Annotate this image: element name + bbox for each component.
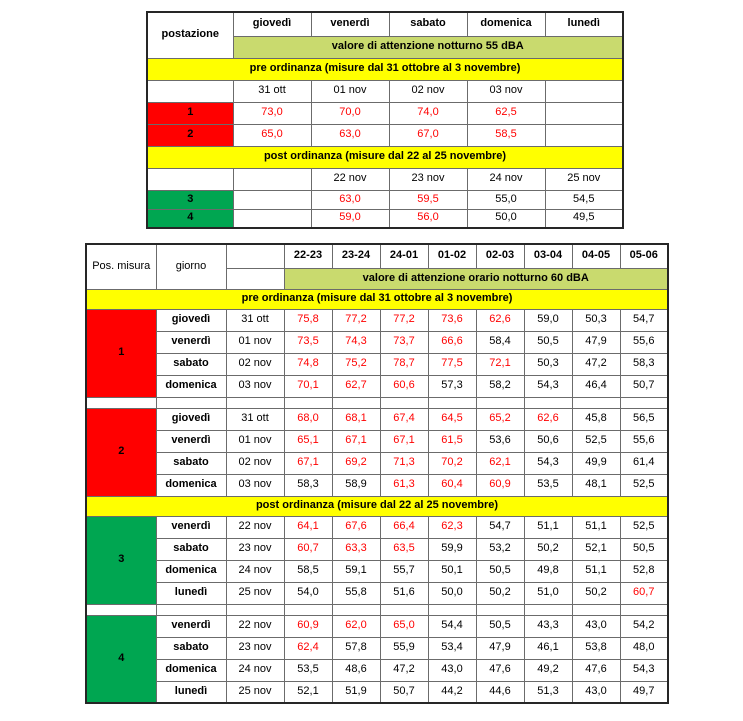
value-cell: 59,0: [524, 309, 572, 331]
spacer-cell: [620, 604, 668, 615]
day-header-0: giovedì: [233, 12, 311, 36]
value-cell: 54,3: [524, 452, 572, 474]
day-header-2: sabato: [389, 12, 467, 36]
ordinance-banner-row: [86, 496, 668, 516]
value-cell: 65,2: [476, 408, 524, 430]
value-cell: 50,7: [380, 681, 428, 703]
value-cell: 59,9: [428, 538, 476, 560]
measure-row: [86, 538, 668, 560]
value-cell: 62,4: [284, 637, 332, 659]
value-cell: 52,1: [572, 538, 620, 560]
date-cell: 23 nov: [226, 538, 284, 560]
value-cell: 60,7: [284, 538, 332, 560]
ordinance-banner: post ordinanza (misure dal 22 al 25 novembre): [86, 496, 668, 516]
value-cell: 55,6: [620, 331, 668, 353]
spacer-cell: [156, 604, 226, 615]
value-cell: 69,2: [332, 452, 380, 474]
value-cell: 52,8: [620, 560, 668, 582]
measure-row: [147, 209, 623, 228]
value-cell: 52,5: [620, 474, 668, 496]
day-cell: venerdì: [156, 615, 226, 637]
measure-row: [86, 408, 668, 430]
ordinance-banner-row: [147, 58, 623, 80]
value-cell: 67,0: [389, 124, 467, 146]
value-cell: 50,5: [620, 538, 668, 560]
value-cell: 63,0: [311, 190, 389, 209]
value-cell: 51,9: [332, 681, 380, 703]
spacer-row: [86, 397, 668, 408]
day-cell: domenica: [156, 375, 226, 397]
spacer-cell: [226, 397, 284, 408]
date-cell-2: 23 nov: [389, 168, 467, 190]
value-cell: 61,3: [380, 474, 428, 496]
value-cell: 55,0: [467, 190, 545, 209]
position-cell-1: 1: [147, 102, 233, 124]
value-cell: 73,5: [284, 331, 332, 353]
hour-header-6: 04-05: [572, 244, 620, 268]
value-cell: 66,6: [428, 331, 476, 353]
date-cell: 25 nov: [226, 582, 284, 604]
day-cell: giovedì: [156, 309, 226, 331]
date-cell: 03 nov: [226, 474, 284, 496]
date-cell: 22 nov: [226, 516, 284, 538]
header-blank-cell: [226, 244, 284, 268]
spacer-cell: [332, 397, 380, 408]
date-cell: 31 ott: [226, 408, 284, 430]
value-cell: 58,4: [476, 331, 524, 353]
value-cell: 45,8: [572, 408, 620, 430]
hourly-levels-table: [85, 243, 669, 704]
day-cell: venerdì: [156, 331, 226, 353]
position-cell-2: 2: [86, 408, 156, 496]
value-cell: 56,5: [620, 408, 668, 430]
value-cell: 77,5: [428, 353, 476, 375]
position-cell-1: 1: [86, 309, 156, 397]
day-cell: sabato: [156, 452, 226, 474]
header-row: [147, 12, 623, 36]
value-cell: 51,1: [572, 560, 620, 582]
value-cell: 60,9: [476, 474, 524, 496]
date-cell: 03 nov: [226, 375, 284, 397]
value-cell: 50,0: [428, 582, 476, 604]
date-cell: 23 nov: [226, 637, 284, 659]
hour-header-3: 01-02: [428, 244, 476, 268]
hour-header-7: 05-06: [620, 244, 668, 268]
spacer-cell: [380, 604, 428, 615]
position-cell-3: 3: [147, 190, 233, 209]
hour-header-0: 22-23: [284, 244, 332, 268]
value-cell: 47,2: [380, 659, 428, 681]
date-cell: 24 nov: [226, 659, 284, 681]
date-cell: 02 nov: [226, 452, 284, 474]
date-cell-3: 24 nov: [467, 168, 545, 190]
date-cell-4: 25 nov: [545, 168, 623, 190]
value-cell: [545, 102, 623, 124]
value-cell: [545, 124, 623, 146]
value-cell: 57,3: [428, 375, 476, 397]
value-cell: 67,6: [332, 516, 380, 538]
value-cell: 74,0: [389, 102, 467, 124]
hour-header-1: 23-24: [332, 244, 380, 268]
value-cell: 50,1: [428, 560, 476, 582]
ordinance-banner-row: [147, 146, 623, 168]
date-cell: 25 nov: [226, 681, 284, 703]
day-cell: lunedì: [156, 681, 226, 703]
value-cell: 78,7: [380, 353, 428, 375]
value-cell: 52,5: [572, 430, 620, 452]
spacer-cell: [572, 397, 620, 408]
corner-giorno-label: giorno: [156, 244, 226, 289]
value-cell: 58,2: [476, 375, 524, 397]
value-cell: 62,6: [476, 309, 524, 331]
value-cell: 55,7: [380, 560, 428, 582]
position-cell-4: 4: [147, 209, 233, 228]
date-corner-blank: [147, 168, 233, 190]
value-cell: 62,6: [524, 408, 572, 430]
ordinance-banner: pre ordinanza (misure dal 31 ottobre al 3 novembre): [147, 58, 623, 80]
corner-pos-misura-label: Pos. misura: [86, 244, 156, 289]
measure-row: [86, 681, 668, 703]
value-cell: 65,1: [284, 430, 332, 452]
value-cell: 68,1: [332, 408, 380, 430]
dates-row: [147, 80, 623, 102]
value-cell: 67,1: [380, 430, 428, 452]
value-cell: 67,4: [380, 408, 428, 430]
day-cell: sabato: [156, 538, 226, 560]
value-cell: 50,2: [572, 582, 620, 604]
value-cell: 75,8: [284, 309, 332, 331]
value-cell: 74,3: [332, 331, 380, 353]
value-cell: 54,7: [620, 309, 668, 331]
value-cell: 44,2: [428, 681, 476, 703]
measure-row: [86, 353, 668, 375]
hour-header-2: 24-01: [380, 244, 428, 268]
value-cell: 61,4: [620, 452, 668, 474]
value-cell: 62,3: [428, 516, 476, 538]
date-cell-2: 02 nov: [389, 80, 467, 102]
day-cell: domenica: [156, 560, 226, 582]
date-corner-blank: [147, 80, 233, 102]
value-cell: 50,5: [476, 560, 524, 582]
measure-row: [86, 637, 668, 659]
spacer-cell: [428, 604, 476, 615]
date-cell-4: [545, 80, 623, 102]
value-cell: 59,5: [389, 190, 467, 209]
spacer-cell: [476, 397, 524, 408]
value-cell: 50,7: [620, 375, 668, 397]
day-cell: domenica: [156, 474, 226, 496]
date-cell: 24 nov: [226, 560, 284, 582]
value-cell: 43,0: [428, 659, 476, 681]
value-cell: 67,1: [284, 452, 332, 474]
value-cell: [233, 190, 311, 209]
value-cell: 63,0: [311, 124, 389, 146]
value-cell: 52,1: [284, 681, 332, 703]
measure-row: [86, 560, 668, 582]
nightly-levels-table: [146, 11, 624, 229]
value-cell: 57,8: [332, 637, 380, 659]
corner-postazione-label: postazione: [147, 12, 233, 58]
measure-row: [86, 474, 668, 496]
measure-row: [147, 190, 623, 209]
spacer-cell: [86, 604, 156, 615]
day-cell: giovedì: [156, 408, 226, 430]
value-cell: 64,1: [284, 516, 332, 538]
threshold-banner-55dba: valore di attenzione notturno 55 dBA: [233, 36, 623, 58]
value-cell: 58,9: [332, 474, 380, 496]
measure-row: [147, 102, 623, 124]
value-cell: 62,0: [332, 615, 380, 637]
value-cell: 65,0: [380, 615, 428, 637]
ordinance-banner: post ordinanza (misure dal 22 al 25 novembre): [147, 146, 623, 168]
value-cell: 49,8: [524, 560, 572, 582]
value-cell: 48,0: [620, 637, 668, 659]
day-cell: venerdì: [156, 430, 226, 452]
value-cell: 77,2: [380, 309, 428, 331]
value-cell: 47,6: [572, 659, 620, 681]
hourly-levels-table-wrap: [85, 243, 669, 704]
value-cell: 55,9: [380, 637, 428, 659]
value-cell: [233, 209, 311, 228]
measure-row: [86, 309, 668, 331]
value-cell: 58,5: [284, 560, 332, 582]
value-cell: 62,7: [332, 375, 380, 397]
value-cell: 53,4: [428, 637, 476, 659]
value-cell: 60,6: [380, 375, 428, 397]
ordinance-banner-row: [86, 289, 668, 309]
value-cell: 47,6: [476, 659, 524, 681]
value-cell: 60,9: [284, 615, 332, 637]
value-cell: 73,6: [428, 309, 476, 331]
value-cell: 59,1: [332, 560, 380, 582]
value-cell: 66,4: [380, 516, 428, 538]
position-cell-3: 3: [86, 516, 156, 604]
value-cell: 73,7: [380, 331, 428, 353]
day-header-4: lunedì: [545, 12, 623, 36]
value-cell: 58,3: [620, 353, 668, 375]
day-cell: sabato: [156, 637, 226, 659]
value-cell: 53,5: [284, 659, 332, 681]
value-cell: 53,2: [476, 538, 524, 560]
spacer-cell: [524, 604, 572, 615]
value-cell: 51,0: [524, 582, 572, 604]
value-cell: 53,8: [572, 637, 620, 659]
value-cell: 54,3: [524, 375, 572, 397]
spacer-cell: [284, 604, 332, 615]
hour-header-5: 03-04: [524, 244, 572, 268]
date-cell: 22 nov: [226, 615, 284, 637]
spacer-cell: [572, 604, 620, 615]
value-cell: 77,2: [332, 309, 380, 331]
day-cell: lunedì: [156, 582, 226, 604]
date-cell-0: [233, 168, 311, 190]
value-cell: 51,3: [524, 681, 572, 703]
value-cell: 50,2: [524, 538, 572, 560]
spacer-cell: [428, 397, 476, 408]
value-cell: 58,3: [284, 474, 332, 496]
day-header-3: domenica: [467, 12, 545, 36]
threshold-blank-cell: [226, 268, 284, 289]
value-cell: 48,6: [332, 659, 380, 681]
value-cell: 54,7: [476, 516, 524, 538]
date-cell-0: 31 ott: [233, 80, 311, 102]
measure-row: [86, 582, 668, 604]
day-cell: venerdì: [156, 516, 226, 538]
value-cell: 63,3: [332, 538, 380, 560]
value-cell: 54,3: [620, 659, 668, 681]
value-cell: 58,5: [467, 124, 545, 146]
nightly-levels-table-wrap: [146, 11, 624, 229]
value-cell: 70,2: [428, 452, 476, 474]
measure-row: [86, 615, 668, 637]
measure-row: [86, 375, 668, 397]
value-cell: 53,5: [524, 474, 572, 496]
value-cell: 63,5: [380, 538, 428, 560]
spacer-cell: [620, 397, 668, 408]
value-cell: 50,0: [467, 209, 545, 228]
value-cell: 74,8: [284, 353, 332, 375]
value-cell: 48,1: [572, 474, 620, 496]
ordinance-banner: pre ordinanza (misure dal 31 ottobre al 3 novembre): [86, 289, 668, 309]
measure-row: [86, 516, 668, 538]
date-cell: 01 nov: [226, 331, 284, 353]
value-cell: 54,5: [545, 190, 623, 209]
dates-row: [147, 168, 623, 190]
value-cell: 49,2: [524, 659, 572, 681]
value-cell: 67,1: [332, 430, 380, 452]
value-cell: 73,0: [233, 102, 311, 124]
value-cell: 50,3: [572, 309, 620, 331]
position-cell-2: 2: [147, 124, 233, 146]
value-cell: 62,1: [476, 452, 524, 474]
spacer-cell: [226, 604, 284, 615]
value-cell: 49,9: [572, 452, 620, 474]
date-cell: 31 ott: [226, 309, 284, 331]
date-cell-3: 03 nov: [467, 80, 545, 102]
value-cell: 55,8: [332, 582, 380, 604]
value-cell: 46,4: [572, 375, 620, 397]
value-cell: 75,2: [332, 353, 380, 375]
measure-row: [86, 659, 668, 681]
day-cell: domenica: [156, 659, 226, 681]
position-cell-4: 4: [86, 615, 156, 703]
value-cell: 51,6: [380, 582, 428, 604]
value-cell: 50,2: [476, 582, 524, 604]
value-cell: 43,0: [572, 681, 620, 703]
value-cell: 52,5: [620, 516, 668, 538]
spacer-cell: [86, 397, 156, 408]
hour-header-4: 02-03: [476, 244, 524, 268]
value-cell: 62,5: [467, 102, 545, 124]
value-cell: 71,3: [380, 452, 428, 474]
value-cell: 47,9: [572, 331, 620, 353]
value-cell: 54,4: [428, 615, 476, 637]
value-cell: 46,1: [524, 637, 572, 659]
value-cell: 54,0: [284, 582, 332, 604]
measure-row: [86, 452, 668, 474]
spacer-cell: [332, 604, 380, 615]
spacer-row: [86, 604, 668, 615]
value-cell: 47,9: [476, 637, 524, 659]
measure-row: [86, 331, 668, 353]
value-cell: 72,1: [476, 353, 524, 375]
value-cell: 54,2: [620, 615, 668, 637]
date-cell-1: 01 nov: [311, 80, 389, 102]
day-header-1: venerdì: [311, 12, 389, 36]
value-cell: 70,0: [311, 102, 389, 124]
value-cell: 50,3: [524, 353, 572, 375]
value-cell: 49,7: [620, 681, 668, 703]
header-row: [86, 244, 668, 268]
value-cell: 50,5: [524, 331, 572, 353]
value-cell: 61,5: [428, 430, 476, 452]
spacer-cell: [524, 397, 572, 408]
date-cell: 02 nov: [226, 353, 284, 375]
value-cell: 60,7: [620, 582, 668, 604]
value-cell: 51,1: [572, 516, 620, 538]
value-cell: 55,6: [620, 430, 668, 452]
spacer-cell: [284, 397, 332, 408]
value-cell: 70,1: [284, 375, 332, 397]
value-cell: 60,4: [428, 474, 476, 496]
spacer-cell: [156, 397, 226, 408]
value-cell: 56,0: [389, 209, 467, 228]
value-cell: 53,6: [476, 430, 524, 452]
value-cell: 43,0: [572, 615, 620, 637]
value-cell: 65,0: [233, 124, 311, 146]
value-cell: 43,3: [524, 615, 572, 637]
value-cell: 59,0: [311, 209, 389, 228]
spacer-cell: [476, 604, 524, 615]
value-cell: 50,5: [476, 615, 524, 637]
day-cell: sabato: [156, 353, 226, 375]
value-cell: 44,6: [476, 681, 524, 703]
threshold-banner-60dba: valore di attenzione orario notturno 60 dBA: [284, 268, 668, 289]
value-cell: 50,6: [524, 430, 572, 452]
value-cell: 49,5: [545, 209, 623, 228]
date-cell: 01 nov: [226, 430, 284, 452]
value-cell: 64,5: [428, 408, 476, 430]
measure-row: [147, 124, 623, 146]
value-cell: 47,2: [572, 353, 620, 375]
date-cell-1: 22 nov: [311, 168, 389, 190]
value-cell: 51,1: [524, 516, 572, 538]
value-cell: 68,0: [284, 408, 332, 430]
measure-row: [86, 430, 668, 452]
spacer-cell: [380, 397, 428, 408]
